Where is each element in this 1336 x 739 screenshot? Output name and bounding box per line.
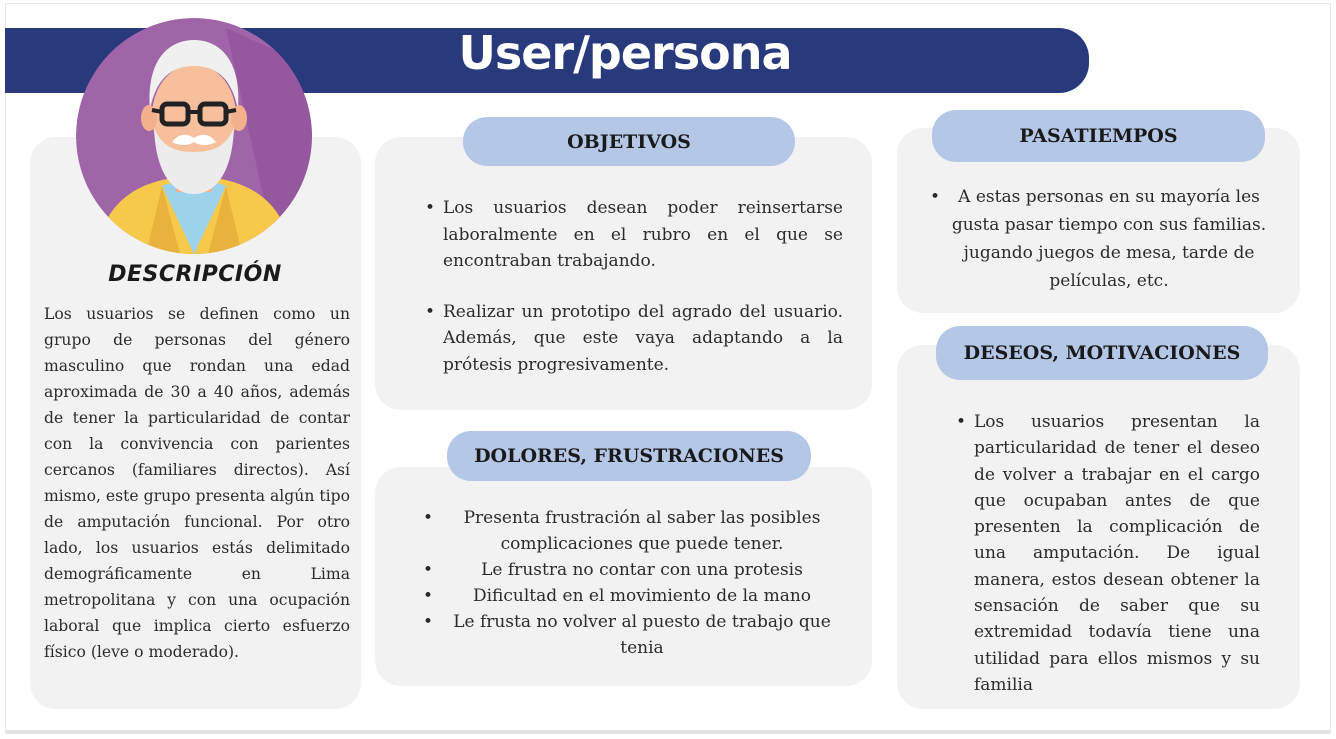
objetivos-list <box>425 195 843 378</box>
deseos-list <box>956 409 1260 698</box>
list-item: • Los usuarios presentan la particularidad de tener el deseo de volver a trabajar en el cargo que ocupaban antes de que presenten la complicación de una amputación. De igual manera, estos desean obtener la sensación de saber que su extremidad todavía tiene una utilidad para ellos mismos y su familia <box>956 409 1260 698</box>
dolores-list <box>423 505 843 661</box>
descripcion-title: DESCRIPCIÓN <box>108 262 282 287</box>
dolores-heading: DOLORES, FRUSTRACIONES <box>447 431 811 481</box>
list-item: • A estas personas en su mayoría les gusta pasar tiempo con sus familias. jugando juegos de mesa, tarde de películas, etc. <box>930 183 1270 295</box>
elderly-man-avatar-icon <box>76 18 312 254</box>
page-title: User/persona <box>458 26 792 80</box>
objetivos-heading: OBJETIVOS <box>463 117 795 166</box>
list-item: • Realizar un prototipo del agrado del usuario. Además, que este vaya adaptando a la prótesis progresivamente. <box>425 299 843 379</box>
descripcion-text: Los usuarios se definen como un grupo de personas del género masculino que rondan una edad aproximada de 30 a 40 años, además de tener la particularidad de contar con la convivencia con parientes cercanos (familiares directos). Así mismo, este grupo presenta algún tipo de amputación funcional. Por otro lado, los usuarios estás delimitado demográficamente en Lima metropolitana y con una ocupación laboral que implica cierto esfuerzo físico (leve o moderado). <box>44 305 350 661</box>
list-item: • Le frustra no contar con una protesis <box>423 557 843 583</box>
list-item: • Dificultad en el movimiento de la mano <box>423 583 843 609</box>
deseos-heading: DESEOS, MOTIVACIONES <box>936 326 1268 380</box>
pasatiempos-list <box>930 183 1270 295</box>
list-item: • Presenta frustración al saber las posibles complicaciones que puede tener. <box>423 505 843 557</box>
list-item: • Los usuarios desean poder reinsertarse laboralmente en el rubro en el que se encontraban trabajando. <box>425 195 843 275</box>
list-item: • Le frusta no volver al puesto de trabajo que tenia <box>423 609 843 661</box>
pasatiempos-heading: PASATIEMPOS <box>932 110 1265 162</box>
